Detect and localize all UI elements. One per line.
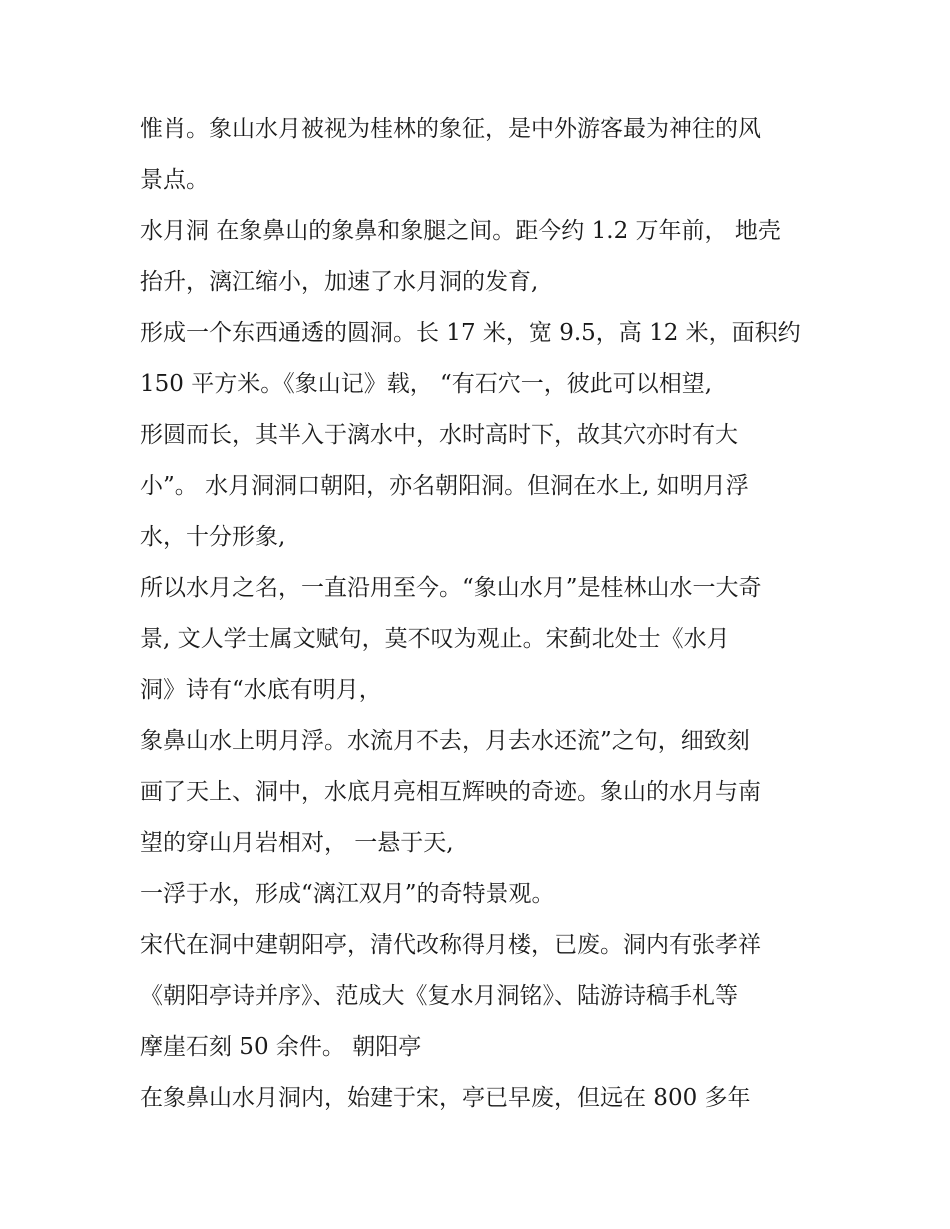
text-line: 惟肖。象山水月被视为桂林的象征，是中外游客最为神往的风 <box>140 116 761 142</box>
text-line: 抬升，漓江缩小，加速了水月洞的发育, <box>140 269 539 295</box>
text-line: 景点。 <box>140 167 209 193</box>
text-line: 水，十分形象, <box>140 524 286 550</box>
text-line: 150 平方米。《象山记》载， “有石穴一，彼此可以相望, <box>140 371 713 397</box>
text-line: 所以水月之名，一直沿用至今。“象山水月”是桂林山水一大奇 <box>140 575 762 601</box>
text-line: 洞》诗有“水底有明月， <box>140 677 382 703</box>
text-line: 形圆而长，其半入于漓水中，水时高时下，故其穴亦时有大 <box>140 422 738 448</box>
text-line: 《朝阳亭诗并序》、范成大《复水月洞铭》、陆游诗稿手札等 <box>140 983 738 1009</box>
text-line: 形成一个东西通透的圆洞。长 17 米，宽 9.5，高 12 米，面积约 <box>140 320 801 346</box>
text-line: 景, 文人学士属文赋句，莫不叹为观止。宋蓟北处士《水月 <box>140 626 730 652</box>
text-line: 宋代在洞中建朝阳亭，清代改称得月楼，已废。洞内有张孝祥 <box>140 932 761 958</box>
text-line: 摩崖石刻 50 余件。 朝阳亭 <box>140 1034 422 1060</box>
text-line: 象鼻山水上明月浮。水流月不去，月去水还流”之句，细致刻 <box>140 728 750 754</box>
text-line: 一浮于水，形成“漓江双月”的奇特景观。 <box>140 881 555 907</box>
body-text <box>140 104 820 1124</box>
text-line: 望的穿山月岩相对， 一悬于天, <box>140 830 454 856</box>
text-line: 水月洞 在象鼻山的象鼻和象腿之间。距今约 1.2 万年前， 地壳 <box>140 218 781 244</box>
text-line: 小”。 水月洞洞口朝阳，亦名朝阳洞。但洞在水上, 如明月浮 <box>140 473 749 499</box>
text-line: 在象鼻山水月洞内，始建于宋，亭已早废，但远在 800 多年 <box>140 1085 751 1111</box>
text-line: 画了天上、洞中，水底月亮相互辉映的奇迹。象山的水月与南 <box>140 779 761 805</box>
